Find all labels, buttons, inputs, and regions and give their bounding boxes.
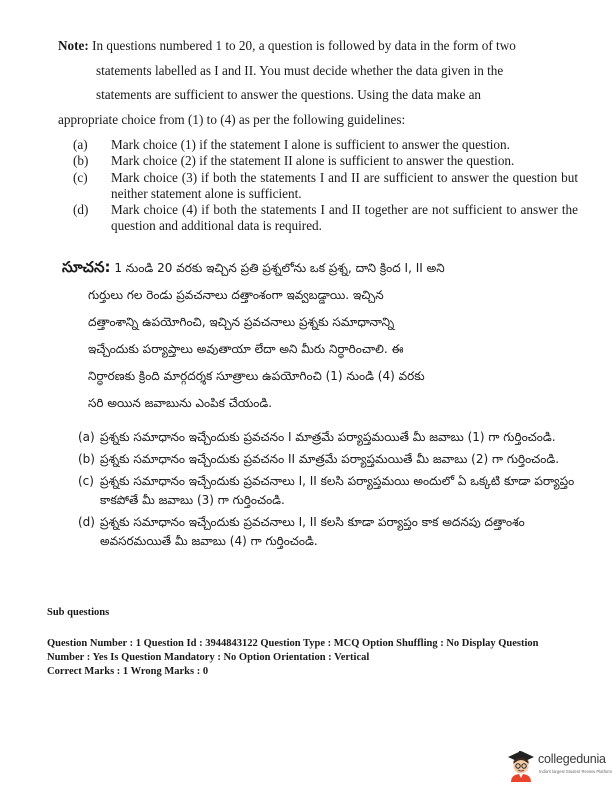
telugu-note-line-6: సరి అయిన జవాబును ఎంపిక చేయండి. — [88, 396, 273, 410]
telugu-note-line-1: 1 నుండి 20 వరకు ఇచ్చిన ప్రతి ప్రశ్నలోను ఒక ప్రశ్న, దాని క్రింద I, II అని — [114, 261, 445, 275]
telugu-guideline-text: ప్రశ్నకు సమాధానం ఇచ్చేందుకు ప్రవచనాలు I, II కలసి పర్యాప్తమయి అందులో ఏ ఒక్కటి కూడా పర్యాప్తం కాకపోతే మీ జవాబు (3) గా గుర్తించండి. — [100, 474, 575, 507]
telugu-guideline-text: ప్రశ్నకు సమాధానం ఇచ్చేందుకు ప్రవచనాలు I, II కలసి కూడా పర్యాప్తం కాక అదనపు దత్తాంశం అవసరమయితే మీ జవాబు (4) గా గుర్తించండి. — [100, 515, 525, 548]
note-line-4: appropriate choice from (1) to (4) as per the following guidelines: — [58, 111, 406, 127]
logo-wordmark: collegedunia — [538, 752, 606, 766]
telugu-guideline-c — [78, 472, 578, 510]
telugu-note-label: సూచన: — [62, 258, 111, 276]
guideline-text: Mark choice (2) if the statement II alone is sufficient to answer the question. — [111, 153, 515, 169]
question-meta-line-2: Number : Yes Is Question Mandatory : No Option Orientation : Vertical — [47, 652, 370, 663]
telugu-note-line-2: గుర్తులు గల రెండు ప్రవచనాలు దత్తాంశంగా ఇవ్వబడ్డాయి. ఇచ్చిన — [88, 288, 384, 302]
note-label: Note: — [58, 38, 89, 53]
telugu-guideline-text: ప్రశ్నకు సమాధానం ఇచ్చేందుకు ప్రవచనం II మాత్రమే పర్యాప్తమయితే మీ జవాబు (2) గా గుర్తించండి. — [100, 452, 560, 466]
graduate-avatar-icon — [506, 748, 536, 782]
guideline-marker: (c) — [73, 169, 88, 185]
guideline-marker: (b) — [73, 153, 89, 169]
logo-tagline: India's largest Student Review Platform — [539, 769, 612, 774]
note-line-2: statements labelled as I and II. You must decide whether the data given in the — [96, 62, 504, 78]
question-meta-line-1: Question Number : 1 Question Id : 3944843122 Question Type : MCQ Option Shuffling : No Display Question — [47, 638, 539, 649]
telugu-guideline-marker: (b) — [78, 452, 95, 466]
telugu-guideline-d — [78, 513, 578, 551]
telugu-guideline-marker: (c) — [78, 474, 94, 488]
english-note — [58, 34, 578, 132]
guideline-marker: (d) — [73, 202, 89, 218]
guideline-a — [73, 137, 578, 153]
telugu-guideline-b — [78, 450, 578, 469]
telugu-note-line-4: ఇచ్చేందుకు పర్యాప్తాలు అవుతాయా లేదా అని మీరు నిర్ధారించాలి. ఈ — [88, 342, 404, 356]
guideline-text: Mark choice (4) if both the statements I and II together are not sufficient to answer the question and additional data is required. — [111, 202, 578, 234]
note-line-1: In questions numbered 1 to 20, a question is followed by data in the form of two — [92, 38, 516, 53]
telugu-guideline-a — [78, 428, 578, 447]
guideline-marker: (a) — [73, 137, 88, 152]
telugu-note-line-5: నిర్ధారణకు క్రింది మార్గదర్శక సూత్రాలు ఉపయోగించి (1) నుండి (4) వరకు — [88, 369, 425, 383]
question-meta-line-3: Correct Marks : 1 Wrong Marks : 0 — [47, 666, 209, 677]
telugu-guideline-text: ప్రశ్నకు సమాధానం ఇచ్చేందుకు ప్రవచనం I మాత్రమే పర్యాప్తమయితే మీ జవాబు (1) గా గుర్తించండి. — [100, 430, 556, 444]
telugu-note-line-3: దత్తాంశాన్ని ఉపయోగించి, ఇచ్చిన ప్రవచనాలు ప్రశ్నకు సమాధానాన్ని — [88, 315, 395, 329]
guideline-b — [73, 153, 578, 169]
english-guidelines-list — [73, 137, 578, 235]
guideline-text: Mark choice (1) if the statement I alone is sufficient to answer the question. — [111, 137, 510, 152]
note-line-3: statements are sufficient to answer the questions. Using the data make an — [96, 87, 482, 102]
question-meta — [47, 637, 577, 679]
guideline-c — [73, 170, 578, 203]
sub-questions-heading: Sub questions — [47, 607, 110, 618]
telugu-guidelines-list — [78, 428, 578, 554]
guideline-text: Mark choice (3) if both the statements I and II are sufficient to answer the question but neither statement alone is sufficient. — [111, 169, 578, 201]
telugu-note — [62, 254, 578, 417]
telugu-guideline-marker: (d) — [78, 515, 95, 529]
telugu-guideline-marker: (a) — [78, 430, 95, 444]
collegedunia-logo — [506, 744, 612, 786]
guideline-d — [73, 202, 578, 235]
